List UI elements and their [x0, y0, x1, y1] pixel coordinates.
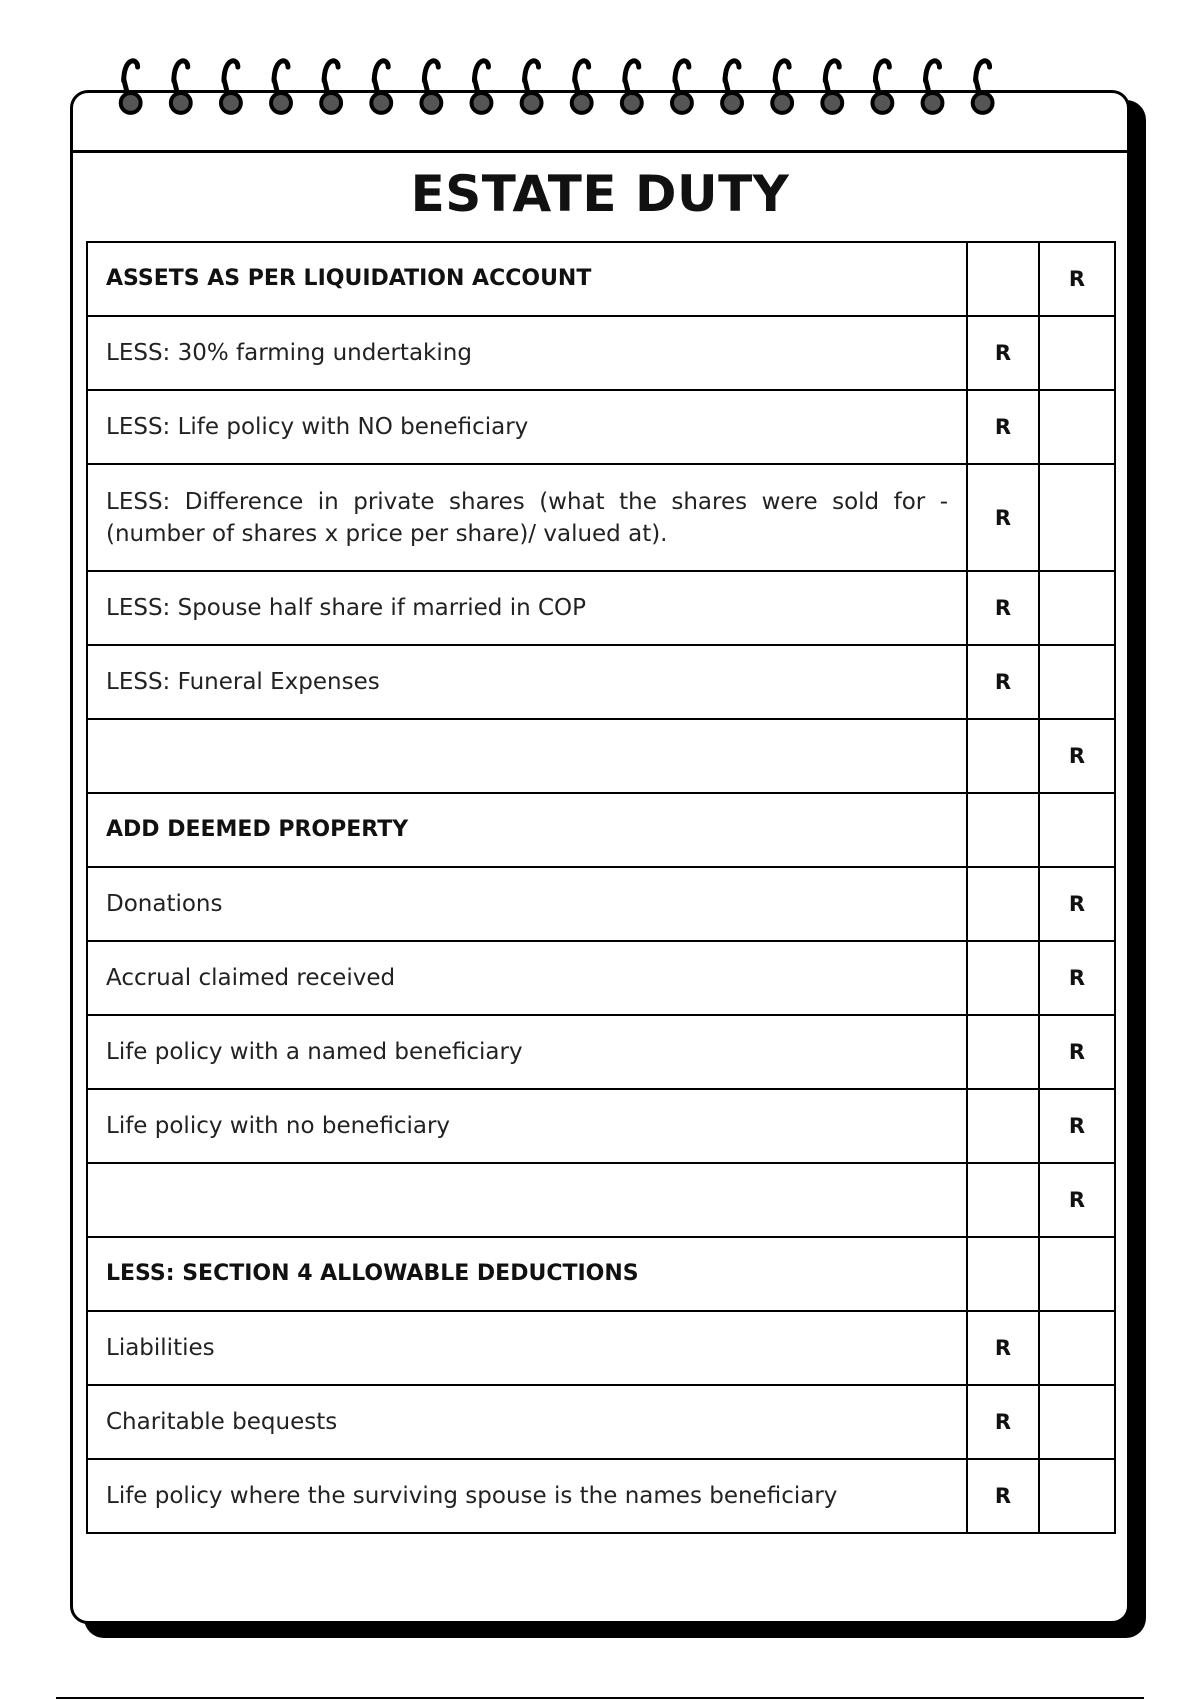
subtotal-row: [87, 1163, 1115, 1237]
amount-column-b: [1039, 316, 1115, 390]
amount-column-a: [967, 1015, 1039, 1089]
table-row: [87, 316, 1115, 390]
spiral-ring: [171, 61, 191, 113]
table-row: [87, 645, 1115, 719]
amount-column-b: R: [1039, 867, 1115, 941]
spiral-ring: [271, 61, 291, 113]
amount-column-b: [1039, 793, 1115, 867]
header-divider: [73, 150, 1127, 153]
row-label: Accrual claimed received: [87, 941, 967, 1015]
amount-column-b: R: [1039, 941, 1115, 1015]
row-label: Life policy where the surviving spouse is the names beneficiary: [87, 1459, 967, 1533]
spiral-ring: [672, 61, 692, 113]
row-label: Liabilities: [87, 1311, 967, 1385]
row-label: ASSETS AS PER LIQUIDATION ACCOUNT: [87, 242, 967, 316]
spiral-ring: [872, 61, 892, 113]
amount-column-b: R: [1039, 1089, 1115, 1163]
amount-column-a: R: [967, 571, 1039, 645]
spiral-ring: [371, 61, 391, 113]
estate-duty-table: [86, 241, 1116, 1534]
spiral-ring: [722, 61, 742, 113]
amount-column-a: R: [967, 316, 1039, 390]
spiral-ring: [472, 61, 492, 113]
table-row: [87, 1015, 1115, 1089]
spiral-ring: [572, 61, 592, 113]
page-title: ESTATE DUTY: [410, 165, 790, 223]
table-row: [87, 1459, 1115, 1533]
amount-column-a: [967, 1163, 1039, 1237]
amount-column-b: [1039, 464, 1115, 571]
amount-column-a: [967, 242, 1039, 316]
row-label: Charitable bequests: [87, 1385, 967, 1459]
spiral-ring: [522, 61, 542, 113]
row-label: LESS: SECTION 4 ALLOWABLE DEDUCTIONS: [87, 1237, 967, 1311]
row-label: [87, 719, 967, 793]
amount-column-a: R: [967, 645, 1039, 719]
row-label: LESS: 30% farming undertaking: [87, 316, 967, 390]
amount-column-b: [1039, 1385, 1115, 1459]
row-label: Life policy with no beneficiary: [87, 1089, 967, 1163]
spiral-ring: [121, 61, 141, 113]
amount-column-b: R: [1039, 1015, 1115, 1089]
section-header-row: [87, 1237, 1115, 1311]
amount-column-b: [1039, 1237, 1115, 1311]
amount-column-b: [1039, 1311, 1115, 1385]
spiral-ring: [822, 61, 842, 113]
row-label: LESS: Funeral Expenses: [87, 645, 967, 719]
spiral-ring: [973, 61, 993, 113]
bottom-rule: [56, 1697, 1144, 1699]
table-row: [87, 1385, 1115, 1459]
amount-column-b: R: [1039, 1163, 1115, 1237]
row-label: LESS: Spouse half share if married in COP: [87, 571, 967, 645]
row-label: LESS: Difference in private shares (what the shares were sold for - (number of shares x price per share)/ valued at).: [87, 464, 967, 571]
subtotal-row: [87, 719, 1115, 793]
row-label: LESS: Life policy with NO beneficiary: [87, 390, 967, 464]
amount-column-a: [967, 941, 1039, 1015]
table-row: [87, 390, 1115, 464]
row-label: ADD DEEMED PROPERTY: [87, 793, 967, 867]
amount-column-b: [1039, 390, 1115, 464]
amount-column-a: [967, 719, 1039, 793]
spiral-binding: [73, 51, 1127, 131]
amount-column-a: [967, 867, 1039, 941]
amount-column-a: R: [967, 1311, 1039, 1385]
amount-column-a: [967, 1237, 1039, 1311]
amount-column-a: [967, 793, 1039, 867]
notebook-page: [70, 90, 1130, 1624]
table-row: [87, 464, 1115, 571]
amount-column-b: R: [1039, 242, 1115, 316]
table-row: [87, 941, 1115, 1015]
spiral-ring: [622, 61, 642, 113]
amount-column-b: [1039, 571, 1115, 645]
row-label: [87, 1163, 967, 1237]
spiral-ring: [321, 61, 341, 113]
amount-column-b: [1039, 645, 1115, 719]
row-label: Life policy with a named beneficiary: [87, 1015, 967, 1089]
spiral-ring: [421, 61, 441, 113]
row-label: Donations: [87, 867, 967, 941]
table-row: [87, 242, 1115, 316]
section-header-row: [87, 793, 1115, 867]
table-row: [87, 1089, 1115, 1163]
amount-column-a: R: [967, 1459, 1039, 1533]
amount-column-b: R: [1039, 719, 1115, 793]
table-row: [87, 867, 1115, 941]
spiral-ring: [221, 61, 241, 113]
amount-column-b: [1039, 1459, 1115, 1533]
spiral-ring: [923, 61, 943, 113]
amount-column-a: R: [967, 464, 1039, 571]
table-row: [87, 571, 1115, 645]
spiral-ring: [772, 61, 792, 113]
amount-column-a: R: [967, 1385, 1039, 1459]
table-row: [87, 1311, 1115, 1385]
amount-column-a: [967, 1089, 1039, 1163]
amount-column-a: R: [967, 390, 1039, 464]
